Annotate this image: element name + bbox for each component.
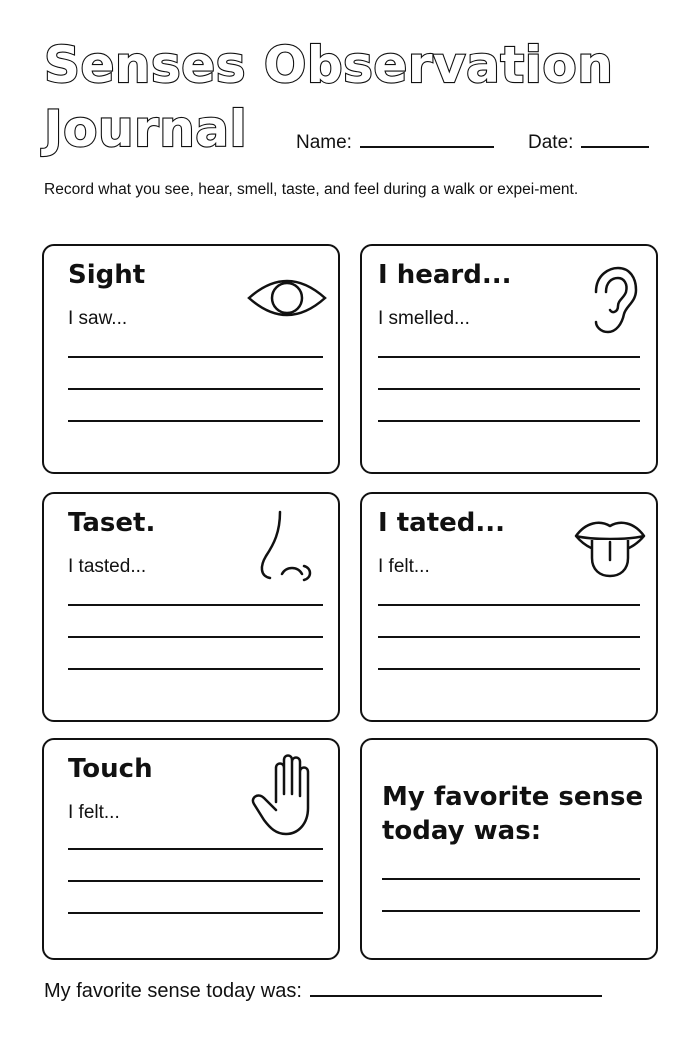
card-prompt: I saw... bbox=[68, 308, 128, 329]
writing-line[interactable] bbox=[378, 356, 640, 358]
eye-icon bbox=[246, 270, 328, 326]
ear-icon bbox=[588, 266, 638, 336]
taste-card bbox=[360, 492, 658, 722]
hearing-card bbox=[360, 244, 658, 474]
writing-line[interactable] bbox=[68, 420, 323, 422]
tongue-icon bbox=[572, 514, 648, 580]
card-prompt: I felt... bbox=[68, 802, 120, 823]
touch-card bbox=[42, 738, 340, 960]
card-prompt: I felt... bbox=[378, 556, 430, 577]
footer-label: My favorite sense today was: bbox=[44, 980, 302, 1002]
writing-line[interactable] bbox=[378, 668, 640, 670]
hand-icon bbox=[250, 752, 326, 836]
sight-card bbox=[42, 244, 340, 474]
smell-card bbox=[42, 492, 340, 722]
favorite-sense-prompt: My favorite sense today was: bbox=[382, 782, 644, 846]
favorite-sense-card bbox=[360, 738, 658, 960]
card-prompt: I smelled... bbox=[378, 308, 470, 329]
date-line[interactable] bbox=[581, 144, 649, 148]
page-title-line-2: Journal bbox=[44, 100, 248, 158]
writing-line[interactable] bbox=[382, 878, 640, 880]
name-label: Name: bbox=[296, 132, 352, 153]
footer-favorite-sense[interactable] bbox=[44, 980, 602, 1003]
card-heading: Sight bbox=[68, 260, 146, 290]
footer-line[interactable] bbox=[310, 995, 602, 997]
page-title-line-1: Senses Observation bbox=[44, 36, 614, 94]
writing-line[interactable] bbox=[382, 910, 640, 912]
date-field[interactable] bbox=[528, 132, 649, 154]
name-field[interactable] bbox=[296, 132, 494, 154]
writing-line[interactable] bbox=[68, 388, 323, 390]
nose-icon bbox=[256, 510, 316, 584]
card-heading: I heard... bbox=[378, 260, 512, 290]
writing-line[interactable] bbox=[68, 848, 323, 850]
writing-line[interactable] bbox=[68, 880, 323, 882]
writing-line[interactable] bbox=[68, 668, 323, 670]
card-prompt: I tasted... bbox=[68, 556, 147, 577]
instructions-text: Record what you see, hear, smell, taste, and feel during a walk or expei-ment. bbox=[44, 181, 579, 198]
card-heading: Taset. bbox=[68, 508, 156, 538]
writing-line[interactable] bbox=[378, 636, 640, 638]
name-line[interactable] bbox=[360, 144, 494, 148]
writing-line[interactable] bbox=[68, 636, 323, 638]
writing-line[interactable] bbox=[68, 356, 323, 358]
date-label: Date: bbox=[528, 132, 574, 153]
writing-line[interactable] bbox=[378, 604, 640, 606]
card-heading: Touch bbox=[68, 754, 153, 784]
writing-line[interactable] bbox=[68, 604, 323, 606]
writing-line[interactable] bbox=[378, 420, 640, 422]
card-heading: I tated... bbox=[378, 508, 506, 538]
writing-line[interactable] bbox=[68, 912, 323, 914]
writing-line[interactable] bbox=[378, 388, 640, 390]
